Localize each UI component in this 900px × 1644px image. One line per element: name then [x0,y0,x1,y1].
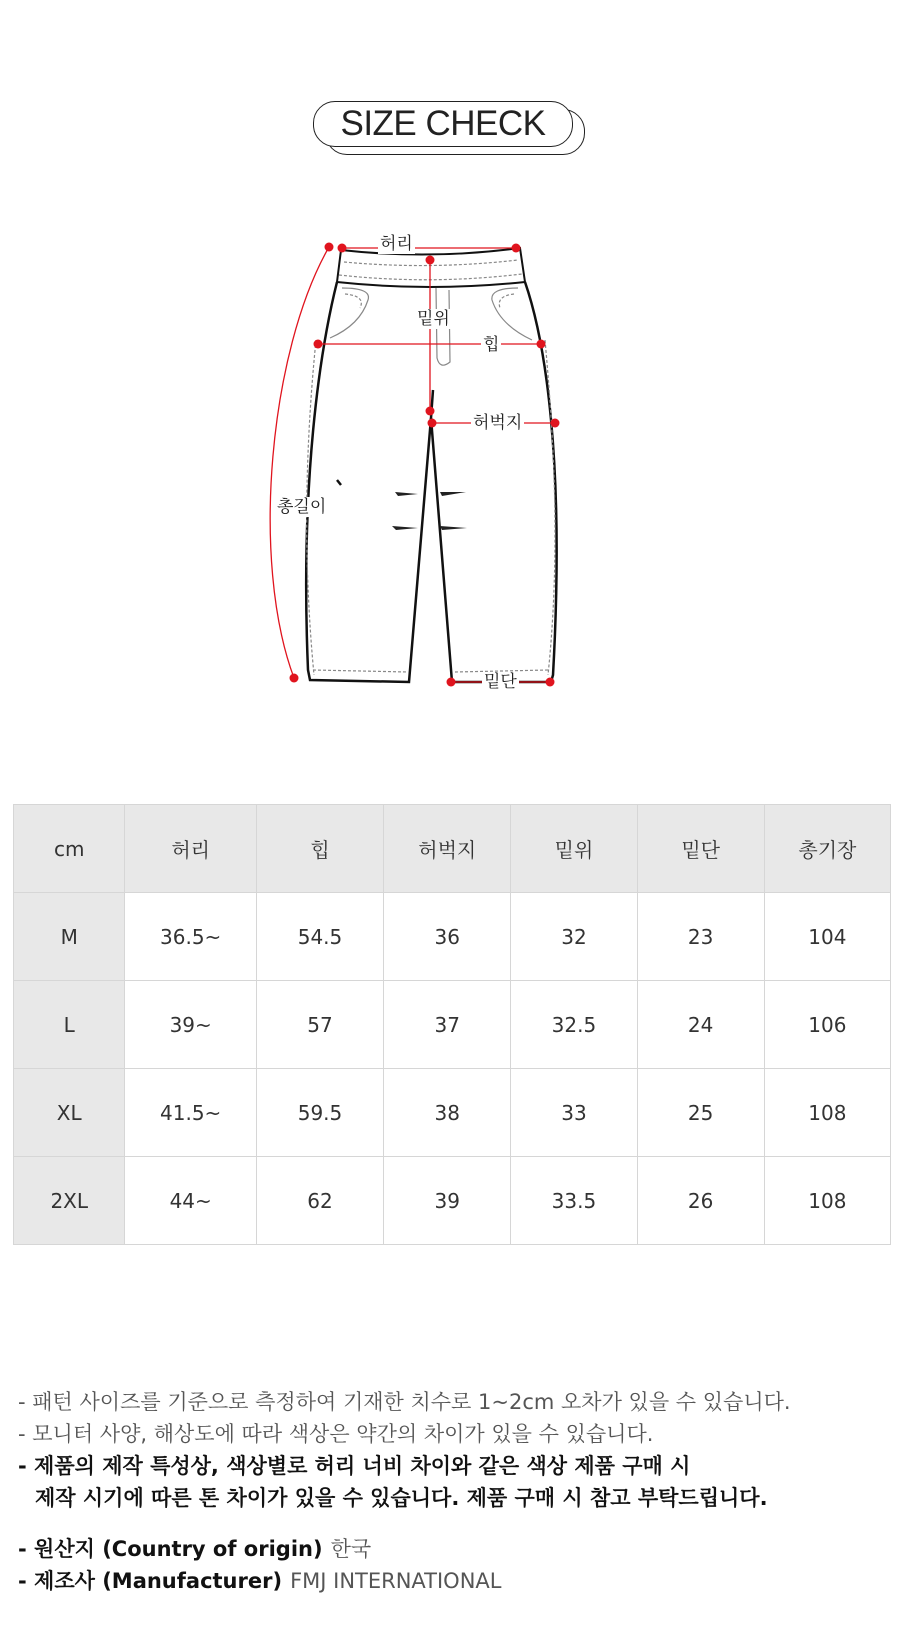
note-monitor: - 모니터 사양, 해상도에 따라 색상은 약간의 차이가 있을 수 있습니다. [18,1422,654,1446]
header-rise: 밑위 [511,805,637,893]
table-cell: 108 [764,1069,890,1157]
rise-label: 밑위 [417,309,450,329]
hem-label: 밑단 [484,672,517,692]
table-cell: 106 [764,981,890,1069]
note-production: - 제품의 제작 특성상, 색상별로 허리 너비 차이와 같은 색상 제품 구매 시 [18,1454,691,1478]
title-text: SIZE CHECK [313,101,573,147]
table-row [14,1069,891,1157]
size-table [13,804,891,1245]
hip-label: 힙 [483,335,500,355]
measure-lines [270,247,555,682]
origin-value: 한국 [330,1537,372,1561]
size-cell: L [14,981,125,1069]
header-hem: 밑단 [637,805,764,893]
table-cell: 23 [637,893,764,981]
header-waist: 허리 [125,805,256,893]
manufacturer-row [18,1565,502,1597]
table-cell: 39~ [125,981,256,1069]
notes [18,1386,878,1514]
length-label: 총길이 [277,497,327,517]
origin-row [18,1533,502,1565]
size-cell: M [14,893,125,981]
table-row [14,1157,891,1245]
pants-illustration [0,230,900,730]
waist-label: 허리 [380,234,413,254]
manufacturer-label: - 제조사 (Manufacturer) [18,1569,283,1593]
table-cell: 33.5 [511,1157,637,1245]
table-header-row [14,805,891,893]
table-row [14,981,891,1069]
table-cell: 39 [384,1157,511,1245]
length-line [270,247,329,678]
table-cell: 41.5~ [125,1069,256,1157]
table-cell: 54.5 [256,893,383,981]
note-production-cont: 제작 시기에 따른 톤 차이가 있을 수 있습니다. 제품 구매 시 참고 부탁드립니다. [35,1486,768,1510]
table-row [14,893,891,981]
table-cell: 26 [637,1157,764,1245]
product-info [18,1533,502,1597]
header-length: 총기장 [764,805,890,893]
header-unit: cm [14,805,125,893]
size-check-title [313,101,587,157]
knee-creases [392,492,467,530]
table-cell: 59.5 [256,1069,383,1157]
note-measurement: - 패턴 사이즈를 기준으로 측정하여 기재한 치수로 1~2cm 오차가 있을 수 있습니다. [18,1390,791,1414]
origin-label: - 원산지 (Country of origin) [18,1537,323,1561]
table-cell: 24 [637,981,764,1069]
size-cell: XL [14,1069,125,1157]
table-cell: 108 [764,1157,890,1245]
table-cell: 104 [764,893,890,981]
table-cell: 32 [511,893,637,981]
table-cell: 57 [256,981,383,1069]
table-cell: 36 [384,893,511,981]
table-cell: 38 [384,1069,511,1157]
table-cell: 36.5~ [125,893,256,981]
table-cell: 32.5 [511,981,637,1069]
table-cell: 33 [511,1069,637,1157]
pants-diagram [0,230,900,730]
size-cell: 2XL [14,1157,125,1245]
table-cell: 25 [637,1069,764,1157]
table-cell: 62 [256,1157,383,1245]
header-hip: 힙 [256,805,383,893]
thigh-label: 허벅지 [473,413,523,433]
manufacturer-value: FMJ INTERNATIONAL [290,1569,502,1593]
table-cell: 37 [384,981,511,1069]
table-cell: 44~ [125,1157,256,1245]
header-thigh: 허벅지 [384,805,511,893]
